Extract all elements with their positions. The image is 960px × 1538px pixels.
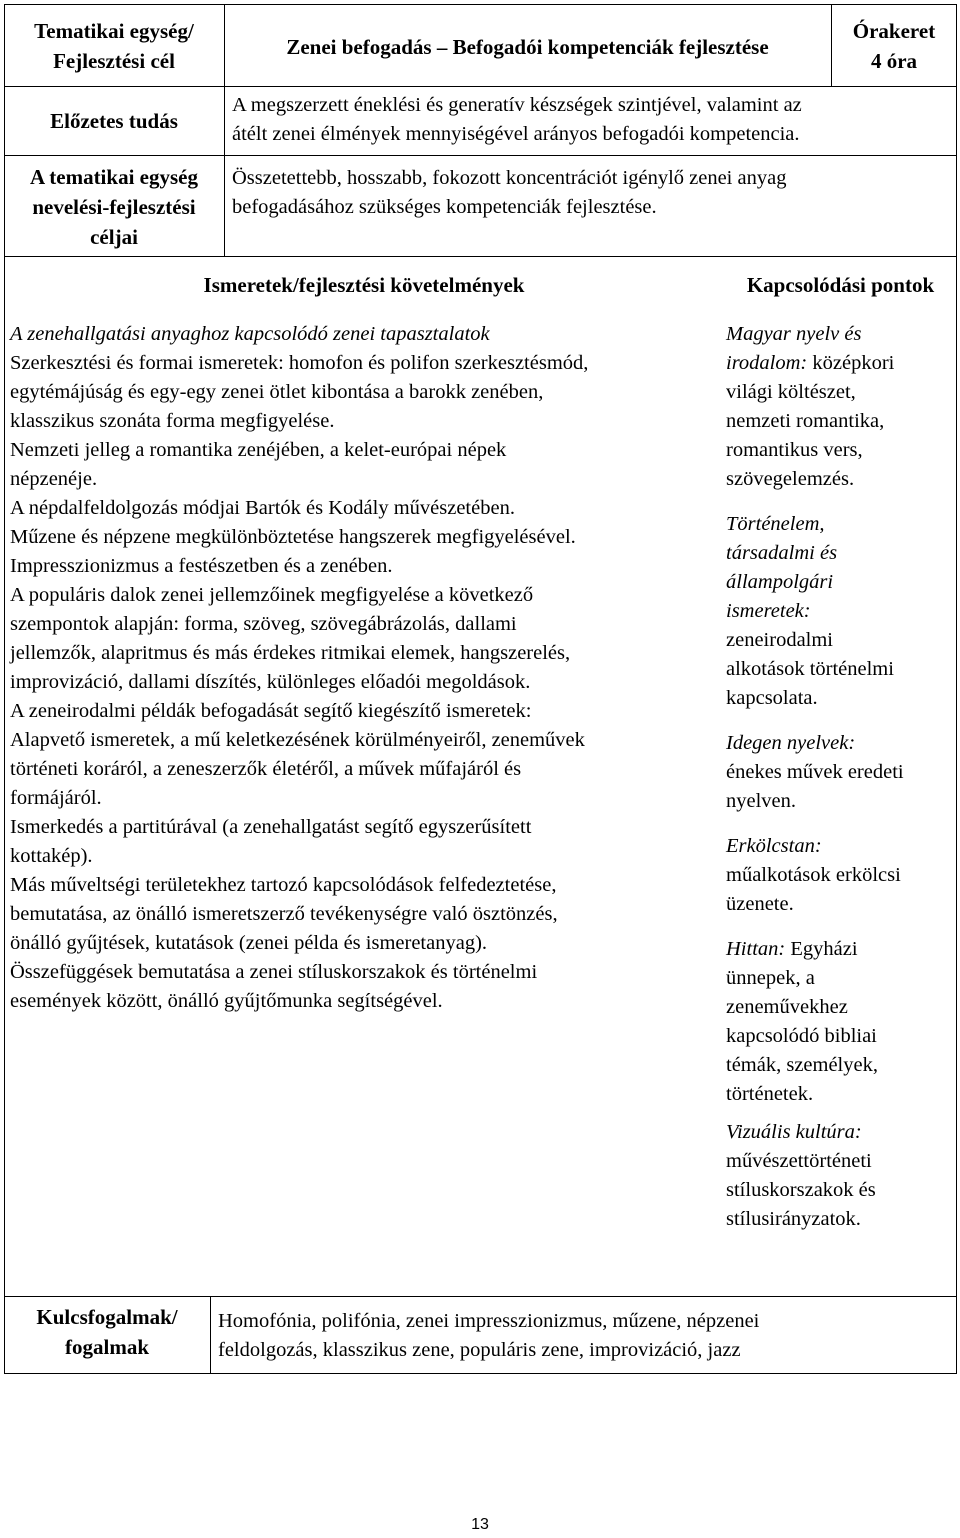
connection-line [726,684,904,713]
connection-detail: témák, személyek, [726,1054,878,1076]
connection-detail: ünnepek, a [726,967,815,989]
subject-name: Magyar nyelv és [726,323,862,345]
subject-name: Történelem, [726,513,825,535]
key-concepts-text: Homofónia, polifónia, zenei impresszionizmus, műzene, népzenei feldolgozás, klasszikus zene, populáris zene, improvizáció, jazz [218,1310,760,1361]
requirements-heading: Ismeretek/fejlesztési követelmények [203,273,525,297]
connection-line [726,1118,904,1147]
connection-detail: műalkotások erkölcsi [726,864,901,886]
hours-label: Órakeret [852,19,936,43]
connection-detail: kapcsolata. [726,687,818,709]
page-number: 13 [471,1516,489,1533]
connection-detail: történetek. [726,1083,814,1105]
connection-detail: nemzeti romantika, [726,410,885,432]
hours-value: 4 óra [870,49,918,73]
connection-detail: művészettörténeti [726,1150,872,1172]
connection-line [726,349,904,378]
connection-detail: szövegelemzés. [726,468,855,490]
subject-name: irodalom: [726,352,808,374]
connection-detail: világi költészet, [726,381,856,403]
connection-line [726,539,904,568]
connection-line [726,993,904,1022]
requirement-line: kottakép). [10,845,93,867]
goals-label: A tematikai egység nevelési-fejlesztési céljai [30,165,198,249]
connection-line [726,729,904,758]
row-divider [4,1296,957,1297]
connection-detail: középkori [807,352,895,374]
requirement-line: A zeneirodalmi példák befogadását segítő kiegészítő ismeretek: [10,700,532,722]
connection-detail: Egyházi [785,938,858,960]
connection-detail: nyelven. [726,790,797,812]
connection-detail: romantikus vers, [726,439,863,461]
requirement-line: A népdalfeldolgozás módjai Bartók és Kodály művészetében. [10,497,515,519]
column-divider [210,1296,211,1374]
connection-line [726,964,904,993]
row-divider [4,86,957,87]
prior-knowledge-label: Előzetes tudás [50,109,178,133]
connection-line [726,655,904,684]
connection-line [726,935,904,964]
requirement-line: Alapvető ismeretek, a mű keletkezésének körülményeiről, zeneművek [10,729,585,751]
connection-line [726,890,904,919]
requirement-line: klasszikus szonáta forma megfigyelése. [10,410,335,432]
subject-name: társadalmi és [726,542,838,564]
connection-line [726,597,904,626]
connections-heading: Kapcsolódási pontok [746,273,935,297]
connection-line [726,758,904,787]
requirement-line: Impresszionizmus a festészetben és a zenében. [10,555,393,577]
subject-name: állampolgári [726,571,834,593]
connection-line [726,787,904,816]
connection-detail: énekes művek eredeti [726,761,904,783]
connection-line [726,1147,904,1176]
row-divider [4,256,957,257]
connection-line [726,1080,904,1109]
requirement-line: Ismerkedés a partitúrával (a zenehallgatást segítő egyszerűsített [10,816,532,838]
requirement-line: Nemzeti jelleg a romantika zenéjében, a kelet-európai népek [10,439,507,461]
requirement-line: Más műveltségi területekhez tartozó kapcsolódások felfedeztetése, [10,874,557,896]
connection-line [726,407,904,436]
requirement-line: improvizáció, dallami díszítés, különleges előadói megoldások. [10,671,531,693]
requirement-line: egytémájúság és egy-egy zenei ötlet kibontása a barokk zenében, [10,381,544,403]
prior-knowledge-text: A megszerzett éneklési és generatív készségek szintjével, valamint az átélt zenei élmények mennyiségével arányos befogadói kompetencia. [232,94,802,145]
subject-name: Idegen nyelvek: [726,732,856,754]
subject-name: Erkölcstan: [726,835,822,857]
connection-detail: zeneművekhez [726,996,848,1018]
connection-line [726,1051,904,1080]
requirement-line: formájáról. [10,787,102,809]
subject-name: ismeretek: [726,600,811,622]
requirement-line: történeti koráról, a zeneszerzők életéről, a művek műfajáról és [10,758,522,780]
requirement-line: Összefüggések bemutatása a zenei stíluskorszakok és történelmi [10,961,538,983]
subject-name: Hittan: [726,938,786,960]
subject-name: Vizuális kultúra: [726,1121,862,1143]
requirement-line: jellemzők, alapritmus és más érdekes ritmikai elemek, hangszerelés, [10,642,571,664]
connection-line [726,320,904,349]
requirement-line: Műzene és népzene megkülönböztetése hangszerek megfigyelésével. [10,526,576,548]
topic-label: Tematikai egység/ Fejlesztési cél [34,19,194,73]
hours-box [831,16,957,76]
topic-title: Zenei befogadás – Befogadói kompetenciák fejlesztése [286,35,769,59]
connection-detail: zeneirodalmi [726,629,834,651]
requirement-line: A zenehallgatási anyaghoz kapcsolódó zenei tapasztalatok [10,323,490,345]
row-divider [4,155,957,156]
connection-line [726,626,904,655]
connection-line [726,568,904,597]
key-concepts-label: Kulcsfogalmak/ fogalmak [36,1305,178,1359]
requirements-text [10,320,588,1016]
connection-line [726,510,904,539]
connection-line [726,1176,904,1205]
connection-line [726,1205,904,1234]
connection-line [726,465,904,494]
requirement-line: bemutatása, az önálló ismeretszerző tevékenységre való ösztönzés, [10,903,558,925]
connection-line [726,378,904,407]
connection-line [726,1022,904,1051]
connection-line [726,436,904,465]
goals-text: Összetettebb, hosszabb, fokozott koncentrációt igénylő zenei anyag befogadásához szükséges kompetenciák fejlesztése. [232,167,787,218]
requirement-line: Szerkesztési és formai ismeretek: homofon és polifon szerkesztésmód, [10,352,589,374]
requirement-line: A populáris dalok zenei jellemzőinek megfigyelése a következő [10,584,534,606]
connection-detail: stíluskorszakok és [726,1179,876,1201]
requirement-line: események között, önálló gyűjtőmunka segítségével. [10,990,443,1012]
requirement-line: népzenéje. [10,468,98,490]
connection-detail: alkotások történelmi [726,658,894,680]
connection-line [726,861,904,890]
connection-detail: stílusirányzatok. [726,1208,861,1230]
connections-text [726,320,904,1234]
connection-detail: üzenete. [726,893,794,915]
requirement-line: szempontok alapján: forma, szöveg, szövegábrázolás, dallami [10,613,517,635]
connection-detail: kapcsolódó bibliai [726,1025,877,1047]
requirement-line: önálló gyűjtések, kutatások (zenei példa és ismeretanyag). [10,932,488,954]
connection-line [726,832,904,861]
